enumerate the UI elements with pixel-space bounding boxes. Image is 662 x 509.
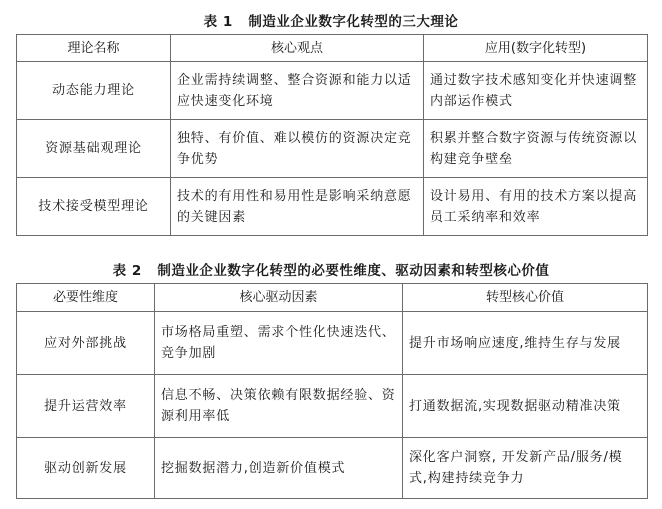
core-view-cell: 技术的有用性和易用性是影响采纳意愿的关键因素 (171, 178, 424, 236)
table-row (17, 120, 648, 178)
value-cell: 提升市场响应速度,维持生存与发展 (403, 312, 648, 375)
table-header-row (17, 35, 648, 62)
header-theory-name: 理论名称 (17, 35, 171, 62)
table-header-row (17, 284, 648, 312)
table1-caption (0, 10, 662, 30)
value-cell: 打通数据流,实现数据驱动精准决策 (403, 375, 648, 438)
necessity-table (16, 283, 648, 499)
table2-caption (0, 259, 662, 279)
core-view-cell: 企业需持续调整、整合资源和能力以适应快速变化环境 (171, 62, 424, 120)
core-view-cell: 独特、有价值、难以模仿的资源决定竞争优势 (171, 120, 424, 178)
theories-table (16, 34, 648, 236)
driver-cell: 市场格局重塑、需求个性化快速迭代、竞争加剧 (155, 312, 403, 375)
header-core-drivers: 核心驱动因素 (155, 284, 403, 312)
header-necessity-dimension: 必要性维度 (17, 284, 155, 312)
table-row (17, 438, 648, 499)
table-row (17, 178, 648, 236)
table-row (17, 312, 648, 375)
application-cell: 积累并整合数字资源与传统资源以构建竞争壁垒 (424, 120, 648, 178)
dimension-cell: 驱动创新发展 (17, 438, 155, 499)
table1-caption-title: 制造业企业数字化转型的三大理论 (248, 14, 459, 30)
table2-caption-title: 制造业企业数字化转型的必要性维度、驱动因素和转型核心价值 (157, 263, 550, 279)
header-core-value: 转型核心价值 (403, 284, 648, 312)
application-cell: 设计易用、有用的技术方案以提高员工采纳率和效率 (424, 178, 648, 236)
application-cell: 通过数字技术感知变化并快速调整内部运作模式 (424, 62, 648, 120)
table1-caption-number: 表 1 (203, 14, 233, 30)
driver-cell: 挖掘数据潜力,创造新价值模式 (155, 438, 403, 499)
dimension-cell: 应对外部挑战 (17, 312, 155, 375)
table-row (17, 375, 648, 438)
header-core-view: 核心观点 (171, 35, 424, 62)
value-cell: 深化客户洞察, 开发新产品/服务/模式,构建持续竞争力 (403, 438, 648, 499)
dimension-cell: 提升运营效率 (17, 375, 155, 438)
table-row (17, 62, 648, 120)
theory-name-cell: 资源基础观理论 (17, 120, 171, 178)
driver-cell: 信息不畅、决策依赖有限数据经验、资源利用率低 (155, 375, 403, 438)
header-application: 应用(数字化转型) (424, 35, 648, 62)
table2-caption-number: 表 2 (112, 263, 142, 279)
theory-name-cell: 动态能力理论 (17, 62, 171, 120)
theory-name-cell: 技术接受模型理论 (17, 178, 171, 236)
